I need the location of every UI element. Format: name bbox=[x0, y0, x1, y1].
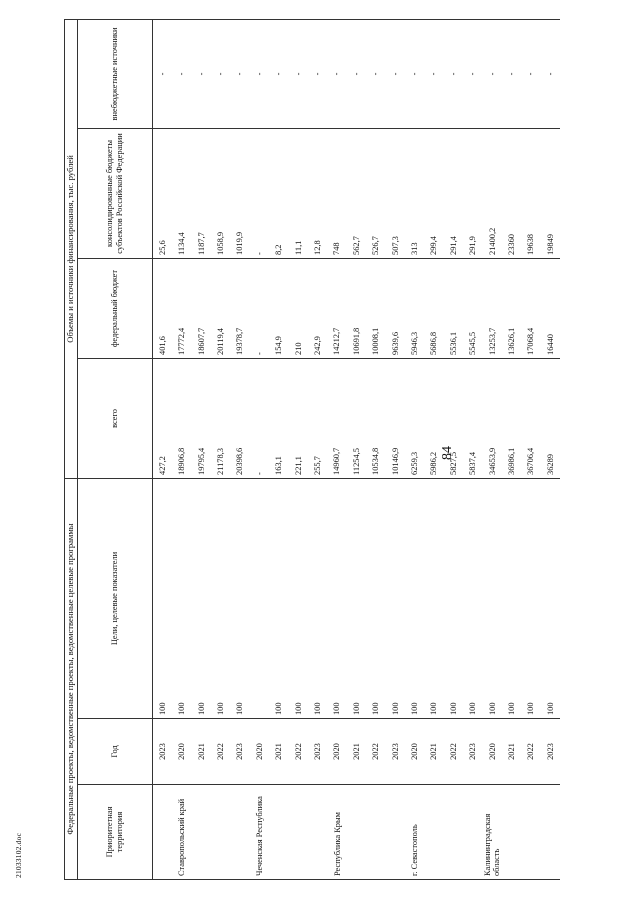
total-cell: 11254,5 bbox=[347, 358, 366, 478]
year-cell: 2023 bbox=[231, 719, 250, 785]
total-cell: 221,1 bbox=[289, 358, 308, 478]
goal-cell: 100 bbox=[192, 478, 211, 718]
external-cell: - bbox=[192, 19, 211, 128]
external-cell: - bbox=[347, 19, 366, 128]
federal-cell: 154,9 bbox=[269, 258, 288, 358]
header-regional: консолидированные бюджеты субъектов Российской Федерации bbox=[78, 128, 153, 258]
year-cell: 2023 bbox=[541, 719, 560, 785]
table-row bbox=[269, 19, 288, 879]
federal-cell: 242,9 bbox=[308, 258, 327, 358]
federal-cell: - bbox=[250, 258, 269, 358]
federal-cell: 5946,3 bbox=[405, 258, 424, 358]
territory-cell: Чеченская Республика bbox=[250, 785, 269, 880]
federal-cell: 17772,4 bbox=[172, 258, 191, 358]
goal-cell: 100 bbox=[444, 478, 463, 718]
table-row bbox=[541, 19, 560, 879]
territory-cell bbox=[308, 785, 327, 880]
federal-cell: 13253,7 bbox=[483, 258, 502, 358]
table-row bbox=[308, 19, 327, 879]
total-cell: 36986,1 bbox=[502, 358, 521, 478]
table-row bbox=[231, 19, 250, 879]
table-row bbox=[153, 19, 173, 879]
goal-cell: 100 bbox=[211, 478, 230, 718]
goal-cell: 100 bbox=[153, 478, 173, 718]
territory-cell bbox=[192, 785, 211, 880]
table-row bbox=[366, 19, 385, 879]
regional-cell: 313 bbox=[405, 128, 424, 258]
territory-cell bbox=[269, 785, 288, 880]
total-cell: 5827,5 bbox=[444, 358, 463, 478]
regional-cell: 748 bbox=[328, 128, 347, 258]
regional-cell: 25,6 bbox=[153, 128, 173, 258]
goal-cell bbox=[250, 478, 269, 718]
goal-cell: 100 bbox=[483, 478, 502, 718]
regional-cell: 8,2 bbox=[269, 128, 288, 258]
territory-cell bbox=[231, 785, 250, 880]
federal-cell: 10691,8 bbox=[347, 258, 366, 358]
territory-cell: Республика Крым bbox=[328, 785, 347, 880]
federal-cell: 16440 bbox=[541, 258, 560, 358]
regional-cell: 19849 bbox=[541, 128, 560, 258]
total-cell: 6259,3 bbox=[405, 358, 424, 478]
header-territory: Приоритетная территория bbox=[78, 785, 153, 880]
territory-cell: г. Севастополь bbox=[405, 785, 424, 880]
table-row bbox=[328, 19, 347, 879]
table-row bbox=[521, 19, 540, 879]
goal-cell: 100 bbox=[328, 478, 347, 718]
territory-cell bbox=[424, 785, 443, 880]
total-cell: 427,2 bbox=[153, 358, 173, 478]
territory-cell bbox=[153, 785, 173, 880]
goal-cell: 100 bbox=[172, 478, 191, 718]
federal-cell: 20119,4 bbox=[211, 258, 230, 358]
total-cell: 21178,3 bbox=[211, 358, 230, 478]
regional-cell: 291,4 bbox=[444, 128, 463, 258]
table-row bbox=[250, 19, 269, 879]
regional-cell: 299,4 bbox=[424, 128, 443, 258]
external-cell: - bbox=[269, 19, 288, 128]
regional-cell: 1187,7 bbox=[192, 128, 211, 258]
total-cell: 36706,4 bbox=[521, 358, 540, 478]
external-cell: - bbox=[211, 19, 230, 128]
federal-cell: 14212,7 bbox=[328, 258, 347, 358]
regional-cell: 507,3 bbox=[386, 128, 405, 258]
goal-cell: 100 bbox=[231, 478, 250, 718]
total-cell: - bbox=[250, 358, 269, 478]
document-id: 21033102.doc bbox=[14, 832, 23, 878]
territory-cell bbox=[289, 785, 308, 880]
territory-cell bbox=[211, 785, 230, 880]
territory-cell bbox=[347, 785, 366, 880]
year-cell: 2022 bbox=[366, 719, 385, 785]
table-row bbox=[483, 19, 502, 879]
table-row bbox=[192, 19, 211, 879]
year-cell: 2021 bbox=[347, 719, 366, 785]
goal-cell: 100 bbox=[386, 478, 405, 718]
year-cell: 2022 bbox=[521, 719, 540, 785]
federal-cell: 13626,1 bbox=[502, 258, 521, 358]
year-cell: 2020 bbox=[328, 719, 347, 785]
territory-cell bbox=[386, 785, 405, 880]
year-cell: 2020 bbox=[405, 719, 424, 785]
header-external: внебюджетные источники bbox=[78, 19, 153, 128]
goal-cell: 100 bbox=[269, 478, 288, 718]
federal-cell: 17068,4 bbox=[521, 258, 540, 358]
regional-cell: 1019,9 bbox=[231, 128, 250, 258]
goal-cell: 100 bbox=[502, 478, 521, 718]
year-cell: 2020 bbox=[250, 719, 269, 785]
external-cell: - bbox=[153, 19, 173, 128]
external-cell: - bbox=[328, 19, 347, 128]
external-cell: - bbox=[483, 19, 502, 128]
regional-cell: 562,7 bbox=[347, 128, 366, 258]
goal-cell: 100 bbox=[424, 478, 443, 718]
territory-cell bbox=[521, 785, 540, 880]
external-cell: - bbox=[366, 19, 385, 128]
regional-cell: 12,8 bbox=[308, 128, 327, 258]
table-row bbox=[211, 19, 230, 879]
federal-cell: 5545,5 bbox=[463, 258, 482, 358]
regional-cell: - bbox=[250, 128, 269, 258]
external-cell: - bbox=[289, 19, 308, 128]
year-cell: 2023 bbox=[153, 719, 173, 785]
header-total: всего bbox=[78, 358, 153, 478]
goal-cell: 100 bbox=[289, 478, 308, 718]
year-cell: 2021 bbox=[502, 719, 521, 785]
territory-cell: Ставропольский край bbox=[172, 785, 191, 880]
year-cell: 2020 bbox=[172, 719, 191, 785]
federal-cell: 18607,7 bbox=[192, 258, 211, 358]
goal-cell: 100 bbox=[463, 478, 482, 718]
total-cell: 5837,4 bbox=[463, 358, 482, 478]
external-cell: - bbox=[231, 19, 250, 128]
external-cell: - bbox=[424, 19, 443, 128]
year-cell: 2023 bbox=[308, 719, 327, 785]
regional-cell: 23360 bbox=[502, 128, 521, 258]
total-cell: 19795,4 bbox=[192, 358, 211, 478]
external-cell: - bbox=[386, 19, 405, 128]
year-cell: 2021 bbox=[192, 719, 211, 785]
regional-cell: 291,9 bbox=[463, 128, 482, 258]
year-cell: 2023 bbox=[463, 719, 482, 785]
funding-table bbox=[64, 19, 560, 880]
header-projects: Федеральные проекты, ведомственные проекты, ведомственные целевые программы bbox=[65, 478, 78, 879]
year-cell: 2022 bbox=[444, 719, 463, 785]
header-year: Год bbox=[78, 719, 153, 785]
territory-cell bbox=[541, 785, 560, 880]
federal-cell: 401,6 bbox=[153, 258, 173, 358]
header-funding: Объемы и источники финансирования, тыс. рублей bbox=[65, 19, 78, 478]
territory-cell: Калининградская область bbox=[483, 785, 502, 880]
regional-cell: 19638 bbox=[521, 128, 540, 258]
external-cell: - bbox=[541, 19, 560, 128]
year-cell: 2021 bbox=[269, 719, 288, 785]
external-cell: - bbox=[444, 19, 463, 128]
total-cell: 20398,6 bbox=[231, 358, 250, 478]
regional-cell: 526,7 bbox=[366, 128, 385, 258]
goal-cell: 100 bbox=[366, 478, 385, 718]
regional-cell: 21400,2 bbox=[483, 128, 502, 258]
federal-cell: 210 bbox=[289, 258, 308, 358]
table-row bbox=[502, 19, 521, 879]
total-cell: 36289 bbox=[541, 358, 560, 478]
regional-cell: 1058,9 bbox=[211, 128, 230, 258]
regional-cell: 11,1 bbox=[289, 128, 308, 258]
table-row bbox=[386, 19, 405, 879]
table-row bbox=[289, 19, 308, 879]
total-cell: 10534,8 bbox=[366, 358, 385, 478]
territory-cell bbox=[444, 785, 463, 880]
external-cell: - bbox=[521, 19, 540, 128]
external-cell: - bbox=[172, 19, 191, 128]
total-cell: 255,7 bbox=[308, 358, 327, 478]
external-cell: - bbox=[308, 19, 327, 128]
federal-cell: 19378,7 bbox=[231, 258, 250, 358]
rotated-table-sheet bbox=[64, 20, 580, 880]
external-cell: - bbox=[250, 19, 269, 128]
total-cell: 14960,7 bbox=[328, 358, 347, 478]
page-number: 84 bbox=[440, 446, 455, 460]
regional-cell: 1134,4 bbox=[172, 128, 191, 258]
table-body bbox=[153, 19, 561, 879]
total-cell: 10146,9 bbox=[386, 358, 405, 478]
table-row bbox=[405, 19, 424, 879]
goal-cell: 100 bbox=[521, 478, 540, 718]
goal-cell: 100 bbox=[405, 478, 424, 718]
year-cell: 2023 bbox=[386, 719, 405, 785]
federal-cell: 9639,6 bbox=[386, 258, 405, 358]
table-row bbox=[347, 19, 366, 879]
header-federal: федеральный бюджет bbox=[78, 258, 153, 358]
external-cell: - bbox=[405, 19, 424, 128]
year-cell: 2020 bbox=[483, 719, 502, 785]
territory-cell bbox=[463, 785, 482, 880]
table-row bbox=[463, 19, 482, 879]
year-cell: 2022 bbox=[211, 719, 230, 785]
territory-cell bbox=[366, 785, 385, 880]
external-cell: - bbox=[463, 19, 482, 128]
year-cell: 2021 bbox=[424, 719, 443, 785]
goal-cell: 100 bbox=[541, 478, 560, 718]
header-goals: Цели, целевые показатели bbox=[78, 478, 153, 718]
goal-cell: 100 bbox=[308, 478, 327, 718]
external-cell: - bbox=[502, 19, 521, 128]
total-cell: 34653,9 bbox=[483, 358, 502, 478]
territory-cell bbox=[502, 785, 521, 880]
total-cell: 18906,8 bbox=[172, 358, 191, 478]
goal-cell: 100 bbox=[347, 478, 366, 718]
table-row bbox=[172, 19, 191, 879]
total-cell: 163,1 bbox=[269, 358, 288, 478]
federal-cell: 10008,1 bbox=[366, 258, 385, 358]
table-row bbox=[444, 19, 463, 879]
table-row bbox=[424, 19, 443, 879]
year-cell: 2022 bbox=[289, 719, 308, 785]
federal-cell: 5536,1 bbox=[444, 258, 463, 358]
federal-cell: 5686,8 bbox=[424, 258, 443, 358]
total-cell: 5986,2 bbox=[424, 358, 443, 478]
